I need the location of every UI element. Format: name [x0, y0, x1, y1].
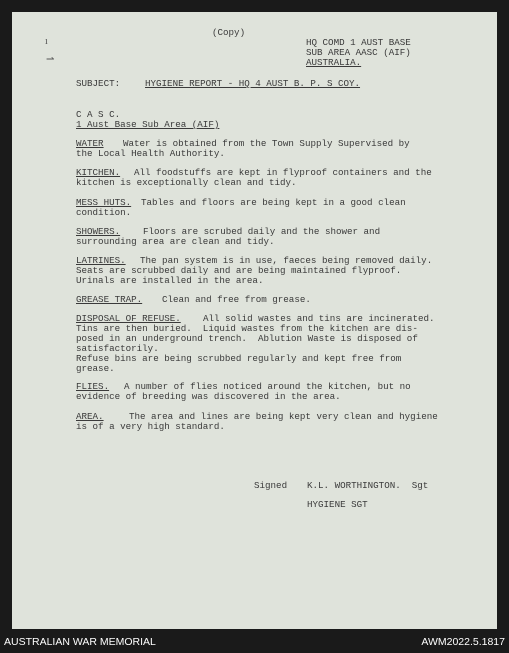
refuse-heading: DISPOSAL OF REFUSE.: [76, 313, 181, 324]
copy-label: (Copy): [212, 27, 246, 38]
showers-heading: SHOWERS.: [76, 226, 121, 237]
grease-trap-line-1: Clean and free from grease.: [162, 294, 311, 305]
area-heading: AREA.: [76, 411, 104, 422]
refuse-line-4: satisfactorily.: [76, 343, 159, 354]
addressee-line-1: C A S C.: [76, 109, 121, 120]
pencil-arrow-mark: ⇀: [46, 54, 55, 65]
footer-accession-number: AWM2022.5.1817: [421, 636, 505, 648]
address-line-3: AUSTRALIA.: [306, 57, 362, 68]
pencil-tick-mark: ı: [45, 36, 48, 47]
area-line-2: is of a very high standard.: [76, 421, 225, 432]
footer-institution: AUSTRALIAN WAR MEMORIAL: [4, 636, 156, 648]
flies-line-2: evidence of breeding was discovered in the area.: [76, 391, 341, 402]
latrines-heading: LATRINES.: [76, 255, 126, 266]
latrines-line-2: Seats are scrubbed daily and are being maintained flyproof.: [76, 265, 402, 276]
kitchen-line-2: kitchen is exceptionally clean and tidy.: [76, 177, 297, 188]
subject-text: HYGIENE REPORT - HQ 4 AUST B. P. S COY.: [145, 78, 361, 89]
address-line-2: SUB AREA AASC (AIF): [306, 47, 411, 58]
flies-line-1: A number of flies noticed around the kitchen, but no: [124, 381, 411, 392]
mess-huts-heading: MESS HUTS.: [76, 197, 132, 208]
refuse-line-2: Tins are then buried. Liquid wastes from the kitchen are dis-: [76, 323, 418, 334]
area-line-1: The area and lines are being kept very clean and hygiene: [129, 411, 438, 422]
latrines-line-3: Urinals are installed in the area.: [76, 275, 264, 286]
grease-trap-heading: GREASE TRAP.: [76, 294, 143, 305]
refuse-line-5: Refuse bins are being scrubbed regularly and kept free from: [76, 353, 402, 364]
mess-huts-line-2: condition.: [76, 207, 132, 218]
water-line-1: Water is obtained from the Town Supply Supervised by: [123, 138, 410, 149]
showers-line-2: surrounding area are clean and tidy.: [76, 236, 275, 247]
kitchen-line-1: All foodstuffs are kept in flyproof containers and the: [134, 167, 432, 178]
refuse-line-6: grease.: [76, 363, 115, 374]
refuse-line-3: posed in an underground trench. Ablution Waste is disposed of: [76, 333, 418, 344]
signatory-name: K.L. WORTHINGTON. Sgt: [307, 480, 429, 491]
signatory-title: HYGIENE SGT: [307, 499, 368, 510]
kitchen-heading: KITCHEN.: [76, 167, 121, 178]
addressee-line-2: 1 Aust Base Sub Area (AIF): [76, 119, 220, 130]
refuse-line-1: All solid wastes and tins are incinerated.: [203, 313, 435, 324]
subject-label: SUBJECT:: [76, 78, 121, 89]
showers-line-1: Floors are scrubed daily and the shower and: [143, 226, 381, 237]
water-line-2: the Local Health Authority.: [76, 148, 225, 159]
mess-huts-line-1: Tables and floors are being kept in a good clean: [141, 197, 406, 208]
address-line-1: HQ COMD 1 AUST BASE: [306, 37, 411, 48]
latrines-line-1: The pan system is in use, faeces being removed daily.: [140, 255, 433, 266]
signed-label: Signed: [254, 480, 288, 491]
water-heading: WATER: [76, 138, 104, 149]
flies-heading: FLIES.: [76, 381, 110, 392]
